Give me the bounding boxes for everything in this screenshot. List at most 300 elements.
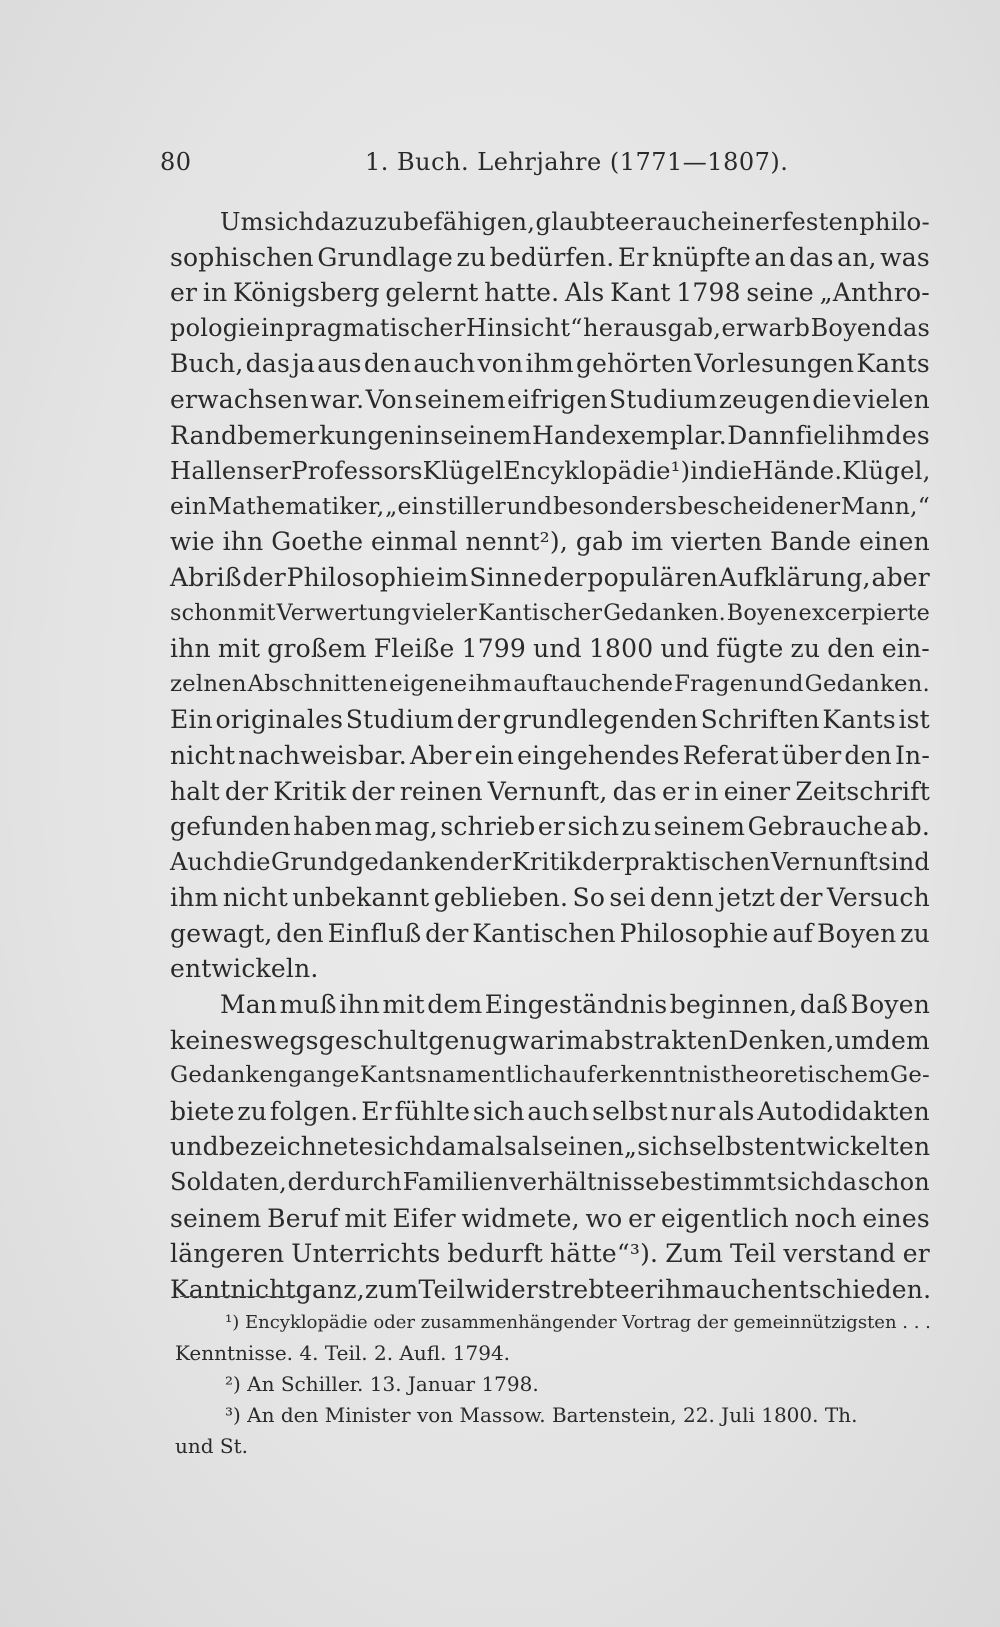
word: ihn <box>170 634 211 664</box>
text-line <box>170 418 930 454</box>
word: da <box>827 1168 858 1197</box>
word: Klügel, <box>842 456 931 486</box>
footnote-divider <box>180 1296 306 1297</box>
word: ihn <box>222 527 264 557</box>
word: zu <box>237 1096 268 1126</box>
word: bedürfen. <box>489 242 615 272</box>
word: in <box>694 776 719 806</box>
word: Kant <box>610 278 671 308</box>
word: der <box>456 705 501 735</box>
word: auftauchende <box>513 670 674 697</box>
word: zu <box>790 634 821 664</box>
word: sich <box>264 207 315 236</box>
word: Abschnitten <box>247 670 389 697</box>
word: eingehendes <box>517 740 680 770</box>
word: er <box>629 1274 658 1304</box>
text-line <box>170 1094 930 1130</box>
word: das <box>612 776 657 806</box>
word: Aufklärung, <box>718 562 871 592</box>
text-line <box>170 240 930 276</box>
running-head: 1. Buch. Lehrjahre (1771—1807). <box>365 148 789 176</box>
word: Studium <box>608 384 718 414</box>
word: schrieb <box>440 812 536 842</box>
word: geblieben. <box>433 883 569 913</box>
text-line <box>170 1129 930 1165</box>
word: durch <box>329 1168 403 1197</box>
word: Kritik <box>273 776 347 806</box>
word: schon <box>170 599 237 626</box>
word: Zum <box>665 1239 724 1269</box>
word: populären <box>587 562 719 592</box>
word: Dann <box>727 420 796 450</box>
text-line <box>170 453 930 489</box>
word: Teil <box>418 1274 465 1304</box>
word: Gedanken. <box>804 670 930 697</box>
text-line <box>170 560 930 596</box>
word: vielen <box>852 384 930 414</box>
text-line <box>170 916 930 952</box>
word: besonders <box>552 491 678 520</box>
word: auf <box>772 918 814 948</box>
word: Schriften <box>700 705 820 735</box>
word: einen <box>859 527 930 557</box>
word: Mathematiker, <box>207 491 385 520</box>
text-line <box>170 524 930 560</box>
word: abstrakten <box>589 1025 729 1055</box>
word: gab <box>575 527 624 557</box>
word: widmete, <box>461 1203 580 1233</box>
word: ihm <box>836 420 886 450</box>
word: großem <box>267 634 367 664</box>
word: Kant <box>170 1274 231 1304</box>
word: wo <box>585 1203 623 1233</box>
word: Vernunft, <box>487 776 608 806</box>
word: ihm <box>657 1274 706 1304</box>
word: die <box>714 456 753 486</box>
word: Eifer <box>392 1203 456 1233</box>
word: zu <box>456 242 487 272</box>
text-line <box>170 204 930 240</box>
word: Grundgedanken <box>271 847 470 876</box>
word: aber <box>871 562 930 592</box>
word: Sinne <box>469 562 543 592</box>
word: Familienverhältnisse <box>402 1168 660 1197</box>
page-number: 80 <box>160 148 192 176</box>
word: reinen <box>399 776 483 806</box>
word: sei <box>609 883 646 913</box>
word: Auch <box>170 847 233 876</box>
word: Königsberg <box>233 278 380 308</box>
word: in <box>202 278 228 308</box>
word: die <box>812 384 852 414</box>
word: jetzt <box>718 883 775 913</box>
word: und <box>660 634 710 664</box>
word: fügte <box>716 634 784 664</box>
word: an <box>754 242 786 272</box>
word: und <box>759 670 804 697</box>
word: das <box>245 349 290 379</box>
text-line <box>170 346 930 382</box>
word: der <box>287 1168 330 1197</box>
word: ihm <box>170 883 219 913</box>
word: beginnen, <box>669 990 798 1020</box>
word: seinem <box>653 812 746 842</box>
word: pragmatischer <box>285 313 466 342</box>
word: als <box>516 1132 554 1162</box>
word: stiller <box>435 491 506 520</box>
text-line <box>170 845 930 881</box>
word: und <box>506 491 553 520</box>
word: Kantischen <box>472 918 616 948</box>
text-line <box>170 1272 930 1308</box>
word: einer <box>717 207 782 236</box>
word: er <box>630 207 657 236</box>
word: er <box>628 1203 656 1233</box>
word: entschieden. <box>767 1274 932 1304</box>
word: Gebrauche <box>747 812 889 842</box>
word: ja <box>292 349 316 379</box>
word: auch <box>705 1274 768 1304</box>
word: im <box>631 527 664 557</box>
word: auf <box>558 1062 596 1089</box>
body-text <box>170 204 930 1307</box>
word: als <box>718 1096 755 1126</box>
footnotes <box>175 1307 930 1462</box>
word: Man <box>220 990 278 1020</box>
word: „sich <box>624 1132 689 1162</box>
word: der <box>582 847 624 876</box>
word: das <box>789 242 834 272</box>
word: Vernunft <box>770 847 879 876</box>
footnote-line: ³) An den Minister von Massow. Bartenstein, 22. Juli 1800. Th. <box>225 1403 858 1427</box>
footnote-line: ²) An Schiller. 13. Januar 1798. <box>225 1372 539 1396</box>
word: seinem <box>170 1203 262 1233</box>
text-line <box>170 880 930 916</box>
word: den <box>363 349 412 379</box>
word: Einfluß <box>327 918 422 948</box>
text-line <box>170 1058 930 1094</box>
word: dazu <box>314 207 374 236</box>
word: den <box>276 918 324 948</box>
word: der <box>242 562 286 592</box>
word: zu <box>374 207 403 236</box>
word: Fleiße <box>373 634 455 664</box>
word: gelernt <box>385 278 479 308</box>
footnote-line: Kenntnisse. 4. Teil. 2. Aufl. 1794. <box>175 1341 511 1365</box>
word: fühlte <box>394 1096 471 1126</box>
word: 1800 <box>588 634 654 664</box>
word: zu <box>621 812 652 842</box>
word: Handexemplar. <box>532 420 727 450</box>
word: gewagt, <box>170 918 273 948</box>
text-line: entwickeln. <box>170 954 319 984</box>
word: selbst <box>688 1132 765 1162</box>
word: Hände. <box>752 456 843 486</box>
word: der <box>351 776 395 806</box>
word: Ge- <box>890 1062 930 1089</box>
word: nachweisbar. <box>238 740 407 770</box>
word: der <box>543 562 587 592</box>
word: um <box>834 1025 875 1055</box>
word: eines <box>862 1203 930 1233</box>
word: der <box>469 847 512 876</box>
word: er <box>537 812 566 842</box>
word: war. <box>310 384 365 414</box>
word: Zeitschrift <box>795 776 930 806</box>
word: und <box>533 634 582 664</box>
word: „Anthro- <box>819 278 930 308</box>
word: eigene <box>389 670 468 697</box>
word: er <box>902 1239 930 1269</box>
word: sich <box>472 1096 525 1126</box>
word: pologie <box>170 313 261 342</box>
word: auch <box>413 349 476 379</box>
word: den <box>827 634 875 664</box>
word: in <box>690 456 715 486</box>
word: nennt²), <box>465 527 568 557</box>
word: zu <box>900 918 930 948</box>
word: sich <box>373 1132 426 1162</box>
word: Buch, <box>170 349 244 379</box>
word: denn <box>649 883 714 913</box>
word: verstand <box>783 1239 896 1269</box>
text-line <box>170 738 930 774</box>
word: noch <box>794 1203 857 1233</box>
word: mit <box>237 599 276 626</box>
word: im <box>557 1025 590 1055</box>
word: praktischen <box>624 847 771 876</box>
word: fiel <box>795 420 837 450</box>
word: vierten <box>671 527 763 557</box>
footnote-line: und St. <box>175 1434 249 1458</box>
word: dem <box>427 990 483 1020</box>
word: Kants <box>856 349 930 379</box>
text-line <box>170 382 930 418</box>
word: an, <box>837 242 877 272</box>
word: Kantischer <box>477 599 603 626</box>
word: sich <box>776 1168 827 1197</box>
word: mit <box>217 634 261 664</box>
word: erwarb <box>721 313 811 342</box>
word: Von <box>365 384 414 414</box>
text-line <box>170 489 930 525</box>
word: genug <box>428 1025 509 1055</box>
word: Hinsicht“ <box>465 313 583 342</box>
word: der <box>224 776 269 806</box>
text-line <box>170 987 930 1023</box>
word: wie <box>170 527 215 557</box>
word: Ein <box>170 705 213 735</box>
word: 1798 <box>676 278 741 308</box>
word: nur <box>670 1096 716 1126</box>
text-line <box>170 1165 930 1201</box>
word: hätte“³). <box>550 1239 659 1269</box>
word: eifrigen <box>507 384 608 414</box>
word: Boyen <box>850 990 930 1020</box>
word: über <box>781 740 842 770</box>
word: Randbemerkungen <box>170 420 415 450</box>
word: sophischen <box>170 242 314 272</box>
word: mag, <box>374 812 438 842</box>
word: haben <box>293 812 373 842</box>
word: „ein <box>385 491 435 520</box>
word: und <box>170 1132 219 1162</box>
word: ein <box>170 491 208 520</box>
word: halt <box>170 776 220 806</box>
text-line <box>170 1236 930 1272</box>
word: seinem <box>440 420 532 450</box>
word: Boyen <box>810 313 887 342</box>
word: von <box>477 349 524 379</box>
word: Er <box>361 1096 392 1126</box>
word: eigentlich <box>660 1203 789 1233</box>
word: Kants <box>822 705 896 735</box>
word: Boyen <box>817 918 897 948</box>
word: was <box>880 242 930 272</box>
word: Encyklopädie¹) <box>502 456 691 486</box>
word: in <box>261 313 285 342</box>
word: einmal <box>371 527 458 557</box>
word: unbekannt <box>292 883 430 913</box>
word: Referat <box>682 740 779 770</box>
word: erkenntnistheoretischem <box>595 1062 890 1089</box>
word: zelnen <box>170 670 247 697</box>
footnote-line: ¹) Encyklopädie oder zusammenhängender Vortrag der gemeinnützigsten . . . <box>225 1312 931 1333</box>
word: der <box>425 918 469 948</box>
word: Verwertung <box>276 599 412 626</box>
word: gehörten <box>575 349 693 379</box>
word: schon <box>857 1168 930 1197</box>
word: Vorlesungen <box>694 349 855 379</box>
word: herausgab, <box>583 313 722 342</box>
word: Denken, <box>728 1025 835 1055</box>
word: nicht <box>222 883 288 913</box>
word: widerstrebte <box>464 1274 630 1304</box>
word: damals <box>425 1132 517 1162</box>
word: ihm <box>525 349 574 379</box>
word: selbst <box>592 1096 668 1126</box>
word: Als <box>564 278 605 308</box>
word: war <box>508 1025 558 1055</box>
text-line <box>170 1023 930 1059</box>
word: aus <box>317 349 362 379</box>
text-line <box>170 774 930 810</box>
word: Bande <box>770 527 852 557</box>
text-line <box>170 631 930 667</box>
word: festen <box>782 207 859 236</box>
word: Soldaten, <box>170 1168 287 1197</box>
word: namentlich <box>427 1062 559 1089</box>
word: er <box>661 776 690 806</box>
word: Gedankengange <box>170 1062 360 1089</box>
word: ein- <box>881 634 930 664</box>
word: einen <box>553 1132 625 1162</box>
word: ihm <box>468 670 513 697</box>
word: längeren <box>170 1239 285 1269</box>
word: er <box>170 278 198 308</box>
text-line <box>170 667 930 703</box>
word: in <box>415 420 440 450</box>
word: ihn <box>339 990 381 1020</box>
word: ein <box>474 740 515 770</box>
word: dem <box>874 1025 930 1055</box>
word: Boyen <box>726 599 798 626</box>
word: philo- <box>859 207 930 236</box>
word: excerpierte <box>798 599 930 626</box>
word: Versuch <box>826 883 930 913</box>
text-line <box>170 1201 930 1237</box>
word: Klügel <box>422 456 503 486</box>
word: Unterrichts <box>291 1239 441 1269</box>
word: befähigen, <box>403 207 536 236</box>
word: Grundlage <box>317 242 453 272</box>
word: Beruf <box>267 1203 339 1233</box>
word: Fragen <box>674 670 759 697</box>
word: ist <box>898 705 930 735</box>
word: Er <box>617 242 649 272</box>
word: entwickelten <box>764 1132 931 1162</box>
word: zeugen <box>718 384 811 414</box>
word: originales <box>215 705 344 735</box>
word: Gedanken. <box>603 599 726 626</box>
word: nicht <box>170 740 236 770</box>
word: muß <box>279 990 337 1020</box>
word: sind <box>878 847 930 876</box>
word: Philosophie <box>619 918 769 948</box>
text-line <box>170 809 930 845</box>
word: Teil <box>730 1239 777 1269</box>
word: mit <box>344 1203 387 1233</box>
text-line <box>170 311 930 347</box>
word: keineswegs <box>170 1025 319 1055</box>
word: knüpfte <box>652 242 751 272</box>
word: bedurft <box>447 1239 543 1269</box>
word: auch <box>656 207 717 236</box>
word: Aber <box>409 740 472 770</box>
word: einer <box>723 776 791 806</box>
word: vieler <box>412 599 478 626</box>
word: daß <box>799 990 849 1020</box>
word: In- <box>894 740 930 770</box>
word: grundlegenden <box>502 705 699 735</box>
word: biete <box>170 1096 235 1126</box>
word: Hallenser <box>170 456 292 486</box>
word: erwachsen <box>170 384 309 414</box>
text-line <box>170 596 930 632</box>
word: sich <box>567 812 620 842</box>
word: Kants <box>359 1062 427 1089</box>
word: das <box>887 313 930 342</box>
word: auch <box>527 1096 590 1126</box>
word: geschult <box>318 1025 429 1055</box>
page-header <box>160 148 789 178</box>
word: Eingeständnis <box>484 990 668 1020</box>
word: den <box>844 740 892 770</box>
word: ab. <box>890 812 930 842</box>
word: Um <box>220 207 264 236</box>
word: Goethe <box>271 527 364 557</box>
word: seine <box>746 278 814 308</box>
word: Autodidakten <box>757 1096 930 1126</box>
word: glaubte <box>535 207 630 236</box>
word: zum <box>364 1274 419 1304</box>
word: der <box>779 883 823 913</box>
word: Abriß <box>170 562 242 592</box>
word: die <box>232 847 271 876</box>
word: Mann,“ <box>840 491 930 520</box>
word: Kritik <box>511 847 582 876</box>
word: folgen. <box>269 1096 359 1126</box>
